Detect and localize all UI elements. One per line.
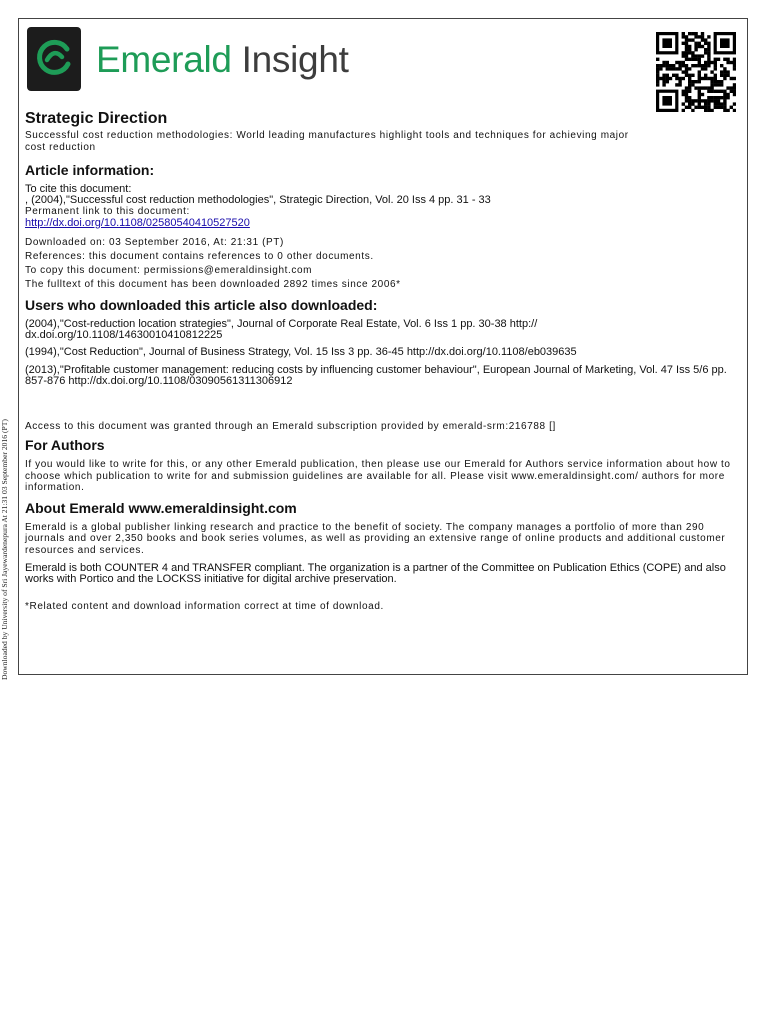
list-item: (2004),"Cost-reduction location strategies", Journal of Corporate Real Estate, Vol. 6 Iss 1 pp. 30-38 http:// dx.doi.org/10.1108/14630010410812225 <box>25 317 538 341</box>
emerald-logo-icon <box>27 27 81 91</box>
article-title: Successful cost reduction methodologies: World leading manufactures highlight tools and techniques for achieving major cost reduction <box>25 130 629 153</box>
permanent-link[interactable]: http://dx.doi.org/10.1108/02580540410527520 <box>25 216 250 229</box>
journal-title: Strategic Direction <box>25 110 168 127</box>
access-note: Access to this document was granted through an Emerald subscription provided by emerald-srm:216788 [] <box>25 420 556 432</box>
footnote: *Related content and download information correct at time of download. <box>25 601 384 612</box>
copy-permissions: To copy this document: permissions@emeraldinsight.com <box>25 264 313 276</box>
logo-word-emerald: Emerald <box>96 39 232 80</box>
also-downloaded-heading: Users who downloaded this article also downloaded: <box>25 296 378 313</box>
article-information-heading: Article information: <box>25 162 155 178</box>
about-emerald-heading: About Emerald www.emeraldinsight.com <box>25 499 297 516</box>
cite-label: To cite this document: <box>25 183 132 195</box>
for-authors-heading: For Authors <box>25 437 105 453</box>
references-count: References: this document contains references to 0 other documents. <box>25 250 374 262</box>
about-paragraph-1: Emerald is a global publisher linking research and practice to the benefit of society. The company manages a portfolio of more than 290 journals and over 2,350 books and book series volumes, as well as providing an extensive range of online products and additional customer resources and services. <box>25 521 726 556</box>
qr-code-icon <box>656 32 736 112</box>
downloaded-on: Downloaded on: 03 September 2016, At: 21:31 (PT) <box>25 236 284 248</box>
about-paragraph-2: Emerald is both COUNTER 4 and TRANSFER compliant. The organization is a partner of the Committee on Publication Ethics (COPE) and also works with Portico and the LOCKSS initiative for digital archive preservation. <box>25 562 726 585</box>
fulltext-download-count: The fulltext of this document has been downloaded 2892 times since 2006* <box>25 278 401 290</box>
cover-page <box>18 18 748 675</box>
emerald-insight-logo <box>96 39 349 81</box>
list-item: (1994),"Cost Reduction", Journal of Business Strategy, Vol. 15 Iss 3 pp. 36-45 http://dx.doi.org/10.1108/eb039635 <box>25 345 577 358</box>
download-side-note <box>0 350 12 680</box>
side-note-text: Downloaded by University of Sri Jayewardenepura At 21:31 03 September 2016 (PT) <box>0 419 9 680</box>
permanent-link-label: Permanent link to this document: <box>25 206 190 217</box>
for-authors-text: If you would like to write for this, or any other Emerald publication, then please use our Emerald for Authors service information about how to choose which publication to write for and submission guidelines are available for all. Please visit www.emeraldinsight.com/ authors for more information. <box>25 459 731 493</box>
list-item: (2013),"Profitable customer management: reducing costs by influencing customer behaviour", European Journal of Marketing, Vol. 47 Iss 5/6 pp. 857-876 http://dx.doi.org/10.1108/03090561311306912 <box>25 363 727 387</box>
cover-content <box>25 109 739 613</box>
logo-word-insight: Insight <box>241 39 349 80</box>
citation-text: , (2004),"Successful cost reduction methodologies", Strategic Direction, Vol. 20 Iss 4 pp. 31 - 33 <box>25 194 491 206</box>
